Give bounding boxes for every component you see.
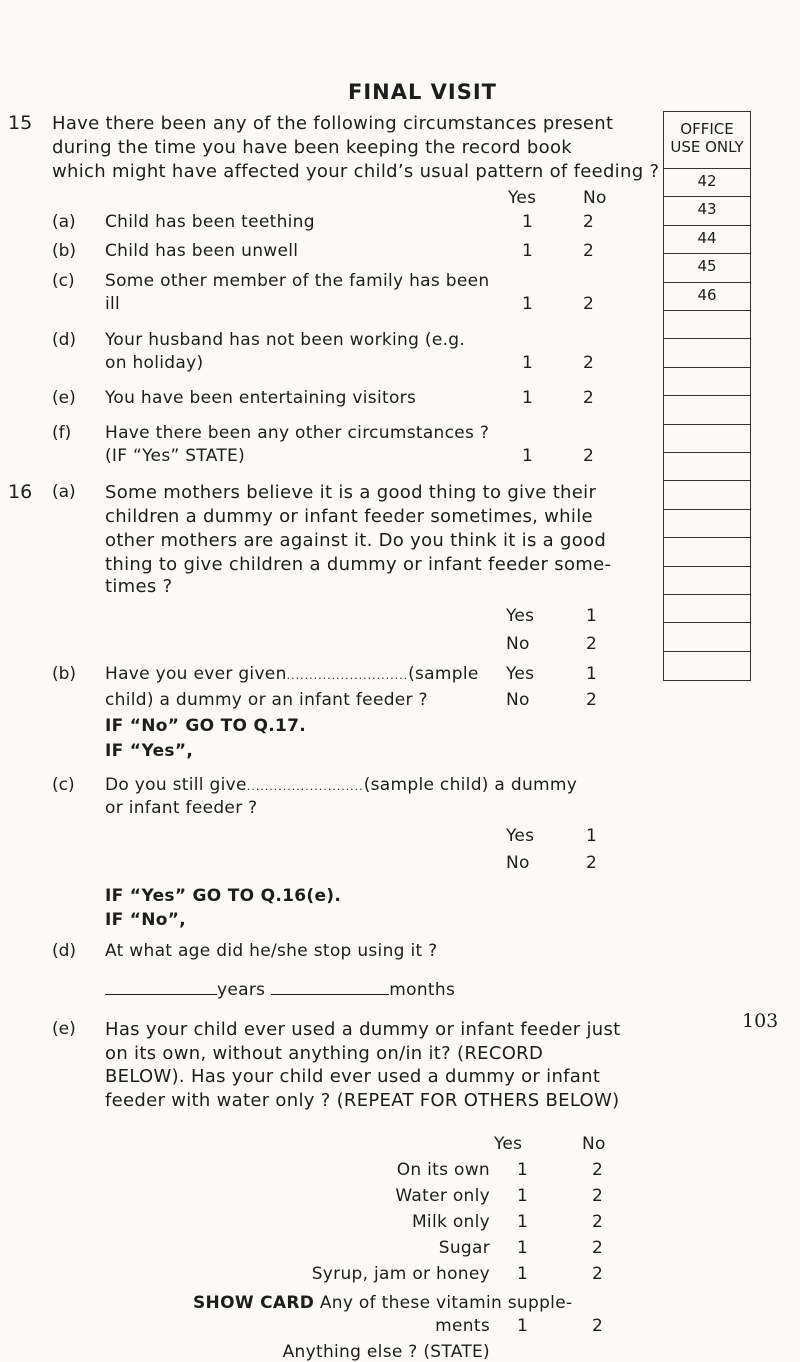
q16-d-label: (d) bbox=[52, 941, 77, 961]
office-grid-rule bbox=[664, 424, 750, 425]
q16-e-item-yes[interactable]: 1 bbox=[517, 1264, 529, 1284]
office-grid-rule bbox=[664, 282, 750, 283]
office-code-46[interactable]: 46 bbox=[697, 285, 717, 304]
q16-c-line-2: or infant feeder ? bbox=[105, 798, 258, 818]
q16-b-sample-blank[interactable]: ........................... bbox=[286, 669, 409, 682]
q16-a-line-4: thing to give children a dummy or infant feeder some- bbox=[105, 554, 612, 575]
q16-e-item-no[interactable]: 2 bbox=[592, 1160, 604, 1180]
q16-a-yes-code[interactable]: 1 bbox=[586, 606, 598, 626]
q16-b-yes-code[interactable]: 1 bbox=[586, 664, 598, 684]
q16-e-show-card bbox=[193, 1293, 572, 1313]
office-grid-rule bbox=[664, 225, 750, 226]
q16-e-line-1: Has your child ever used a dummy or infant feeder just bbox=[105, 1019, 621, 1040]
q16-e-show-card-no[interactable]: 2 bbox=[592, 1316, 604, 1336]
q15-item-a-yes[interactable]: 1 bbox=[522, 212, 534, 232]
q16-e-item-no[interactable]: 2 bbox=[592, 1264, 604, 1284]
q15-item-f-text: Have there been any other circumstances ? bbox=[105, 423, 490, 443]
q16-d-years-label: years bbox=[217, 980, 266, 1000]
office-grid-rule bbox=[664, 537, 750, 538]
q16-c-no: No bbox=[506, 853, 530, 873]
q16-c-yes-code[interactable]: 1 bbox=[586, 826, 598, 846]
q16-d-years-blank[interactable] bbox=[105, 994, 217, 995]
q15-item-e-no[interactable]: 2 bbox=[583, 388, 595, 408]
q15-item-c-label: (c) bbox=[52, 271, 75, 291]
q15-item-b-text: Child has been unwell bbox=[105, 241, 299, 261]
q15-item-a-text: Child has been teething bbox=[105, 212, 315, 232]
q15-item-f-label: (f) bbox=[52, 423, 72, 443]
q16-e-yes-header: Yes bbox=[494, 1134, 523, 1154]
q16-e-show-card-yes[interactable]: 1 bbox=[517, 1316, 529, 1336]
office-grid-rule bbox=[664, 395, 750, 396]
question-number-15: 15 bbox=[8, 112, 33, 134]
q16-c-label: (c) bbox=[52, 775, 75, 795]
show-card-text: Any of these vitamin supple- bbox=[319, 1293, 573, 1313]
question-number-16: 16 bbox=[8, 481, 33, 503]
q16-a-line-1: Some mothers believe it is a good thing to give their bbox=[105, 482, 597, 503]
q15-item-b-yes[interactable]: 1 bbox=[522, 241, 534, 261]
q16-a-yes: Yes bbox=[506, 606, 535, 626]
show-card-label: SHOW CARD bbox=[193, 1293, 315, 1313]
q15-item-f-yes[interactable]: 1 bbox=[522, 446, 534, 466]
q15-no-header: No bbox=[583, 188, 607, 208]
q16-c-if-no: IF “No”, bbox=[105, 910, 186, 930]
q16-b-label: (b) bbox=[52, 664, 77, 684]
q15-item-d-yes[interactable]: 1 bbox=[522, 353, 534, 373]
q15-item-e-text: You have been entertaining visitors bbox=[105, 388, 417, 408]
q16-e-item-label: Syrup, jam or honey bbox=[311, 1264, 490, 1284]
q15-line-2: during the time you have been keeping the record book bbox=[52, 137, 572, 158]
q16-b-if-yes: IF “Yes”, bbox=[105, 741, 194, 761]
q16-d-age-row bbox=[105, 980, 455, 1000]
office-grid-rule bbox=[664, 622, 750, 623]
office-use-heading bbox=[664, 120, 750, 156]
office-grid-rule bbox=[664, 651, 750, 652]
q15-item-e-yes[interactable]: 1 bbox=[522, 388, 534, 408]
office-grid-rule bbox=[664, 338, 750, 339]
q16-d-months-blank[interactable] bbox=[271, 994, 389, 995]
office-heading-line-2: USE ONLY bbox=[670, 138, 744, 156]
office-heading-line-1: OFFICE bbox=[680, 120, 734, 138]
q16-e-item-label: Water only bbox=[395, 1186, 490, 1206]
office-grid-rule bbox=[664, 480, 750, 481]
q16-e-item-label: Milk only bbox=[411, 1212, 490, 1232]
office-grid-rule bbox=[664, 367, 750, 368]
office-code-43[interactable]: 43 bbox=[697, 200, 717, 219]
q15-item-d-text2: on holiday) bbox=[105, 353, 204, 373]
q16-e-item-label: Sugar bbox=[438, 1238, 490, 1258]
q16-b-yes: Yes bbox=[506, 664, 535, 684]
q16-d-text: At what age did he/she stop using it ? bbox=[105, 941, 438, 961]
q16-e-item-yes[interactable]: 1 bbox=[517, 1238, 529, 1258]
q16-a-line-2: children a dummy or infant feeder sometimes, while bbox=[105, 506, 593, 527]
q15-yes-header: Yes bbox=[508, 188, 537, 208]
q16-e-show-card-text2: ments bbox=[435, 1316, 490, 1336]
office-code-44[interactable]: 44 bbox=[697, 228, 717, 247]
q16-e-item-yes[interactable]: 1 bbox=[517, 1160, 529, 1180]
q15-item-c-yes[interactable]: 1 bbox=[522, 294, 534, 314]
q16-c-no-code[interactable]: 2 bbox=[586, 853, 598, 873]
office-grid-rule bbox=[664, 168, 750, 169]
office-grid-rule bbox=[664, 196, 750, 197]
q16-d-months-label: months bbox=[389, 980, 456, 1000]
q15-item-f-no[interactable]: 2 bbox=[583, 446, 595, 466]
q15-line-3: which might have affected your child’s usual pattern of feeding ? bbox=[52, 161, 660, 182]
q16-e-item-no[interactable]: 2 bbox=[592, 1238, 604, 1258]
page-title: FINAL VISIT bbox=[348, 80, 498, 104]
q15-item-c-no[interactable]: 2 bbox=[583, 294, 595, 314]
q16-c-sample-blank[interactable]: .......................... bbox=[246, 780, 364, 793]
q16-b-no-code[interactable]: 2 bbox=[586, 690, 598, 710]
q15-item-d-text: Your husband has not been working (e.g. bbox=[105, 330, 466, 350]
q16-a-line-3: other mothers are against it. Do you think it is a good bbox=[105, 530, 607, 551]
office-code-42[interactable]: 42 bbox=[697, 172, 717, 190]
q16-e-item-no[interactable]: 2 bbox=[592, 1186, 604, 1206]
q16-e-no-header: No bbox=[582, 1134, 606, 1154]
q16-e-line-3: BELOW). Has your child ever used a dummy or infant bbox=[105, 1066, 601, 1087]
q15-item-c-text: Some other member of the family has been bbox=[105, 271, 490, 291]
q16-e-item-yes[interactable]: 1 bbox=[517, 1212, 529, 1232]
office-grid-rule bbox=[664, 253, 750, 254]
q16-b-line-2: child) a dummy or an infant feeder ? bbox=[105, 690, 428, 710]
q16-e-line-2: on its own, without anything on/in it? (RECORD bbox=[105, 1043, 544, 1064]
office-code-45[interactable]: 45 bbox=[697, 257, 717, 276]
q15-item-d-label: (d) bbox=[52, 330, 77, 350]
q16-a-no: No bbox=[506, 634, 530, 654]
q16-c-line-1-end: (sample child) a dummy bbox=[363, 775, 578, 795]
q16-e-label: (e) bbox=[52, 1019, 76, 1039]
office-grid-rule bbox=[664, 509, 750, 510]
q15-item-a-label: (a) bbox=[52, 212, 76, 232]
q16-a-label: (a) bbox=[52, 482, 76, 502]
q15-item-e-label: (e) bbox=[52, 388, 76, 408]
q16-c-line-1 bbox=[105, 775, 577, 795]
q16-b-line-1-end: (sample bbox=[408, 664, 479, 684]
q15-item-f-text2: (IF “Yes” STATE) bbox=[105, 446, 246, 466]
q15-item-b-no[interactable]: 2 bbox=[583, 241, 595, 261]
q16-b-line-1 bbox=[105, 664, 479, 684]
q16-a-line-5: times ? bbox=[105, 576, 173, 597]
q16-e-item-yes[interactable]: 1 bbox=[517, 1186, 529, 1206]
q16-e-anything-else: Anything else ? (STATE) bbox=[282, 1342, 490, 1362]
office-use-panel bbox=[663, 111, 751, 681]
office-grid-rule bbox=[664, 310, 750, 311]
q16-b-no: No bbox=[506, 690, 530, 710]
q15-item-a-no[interactable]: 2 bbox=[583, 212, 595, 232]
office-grid-rule bbox=[664, 566, 750, 567]
q16-e-item-no[interactable]: 2 bbox=[592, 1212, 604, 1232]
q16-a-no-code[interactable]: 2 bbox=[586, 634, 598, 654]
office-grid-rule bbox=[664, 594, 750, 595]
q15-item-c-text2: ill bbox=[105, 294, 121, 314]
office-grid-rule bbox=[664, 452, 750, 453]
q16-e-line-4: feeder with water only ? (REPEAT FOR OTHERS BELOW) bbox=[105, 1090, 620, 1111]
page-number: 103 bbox=[742, 1010, 779, 1032]
q16-c-line-1-start: Do you still give bbox=[105, 775, 247, 795]
q15-item-d-no[interactable]: 2 bbox=[583, 353, 595, 373]
q16-c-if-yes: IF “Yes” GO TO Q.16(e). bbox=[105, 886, 342, 906]
q15-line-1: Have there been any of the following circumstances present bbox=[52, 113, 614, 134]
q15-item-b-label: (b) bbox=[52, 241, 77, 261]
q16-e-item-label: On its own bbox=[396, 1160, 490, 1180]
q16-b-line-1-start: Have you ever given bbox=[105, 664, 287, 684]
q16-b-if-no: IF “No” GO TO Q.17. bbox=[105, 716, 307, 736]
q16-c-yes: Yes bbox=[506, 826, 535, 846]
